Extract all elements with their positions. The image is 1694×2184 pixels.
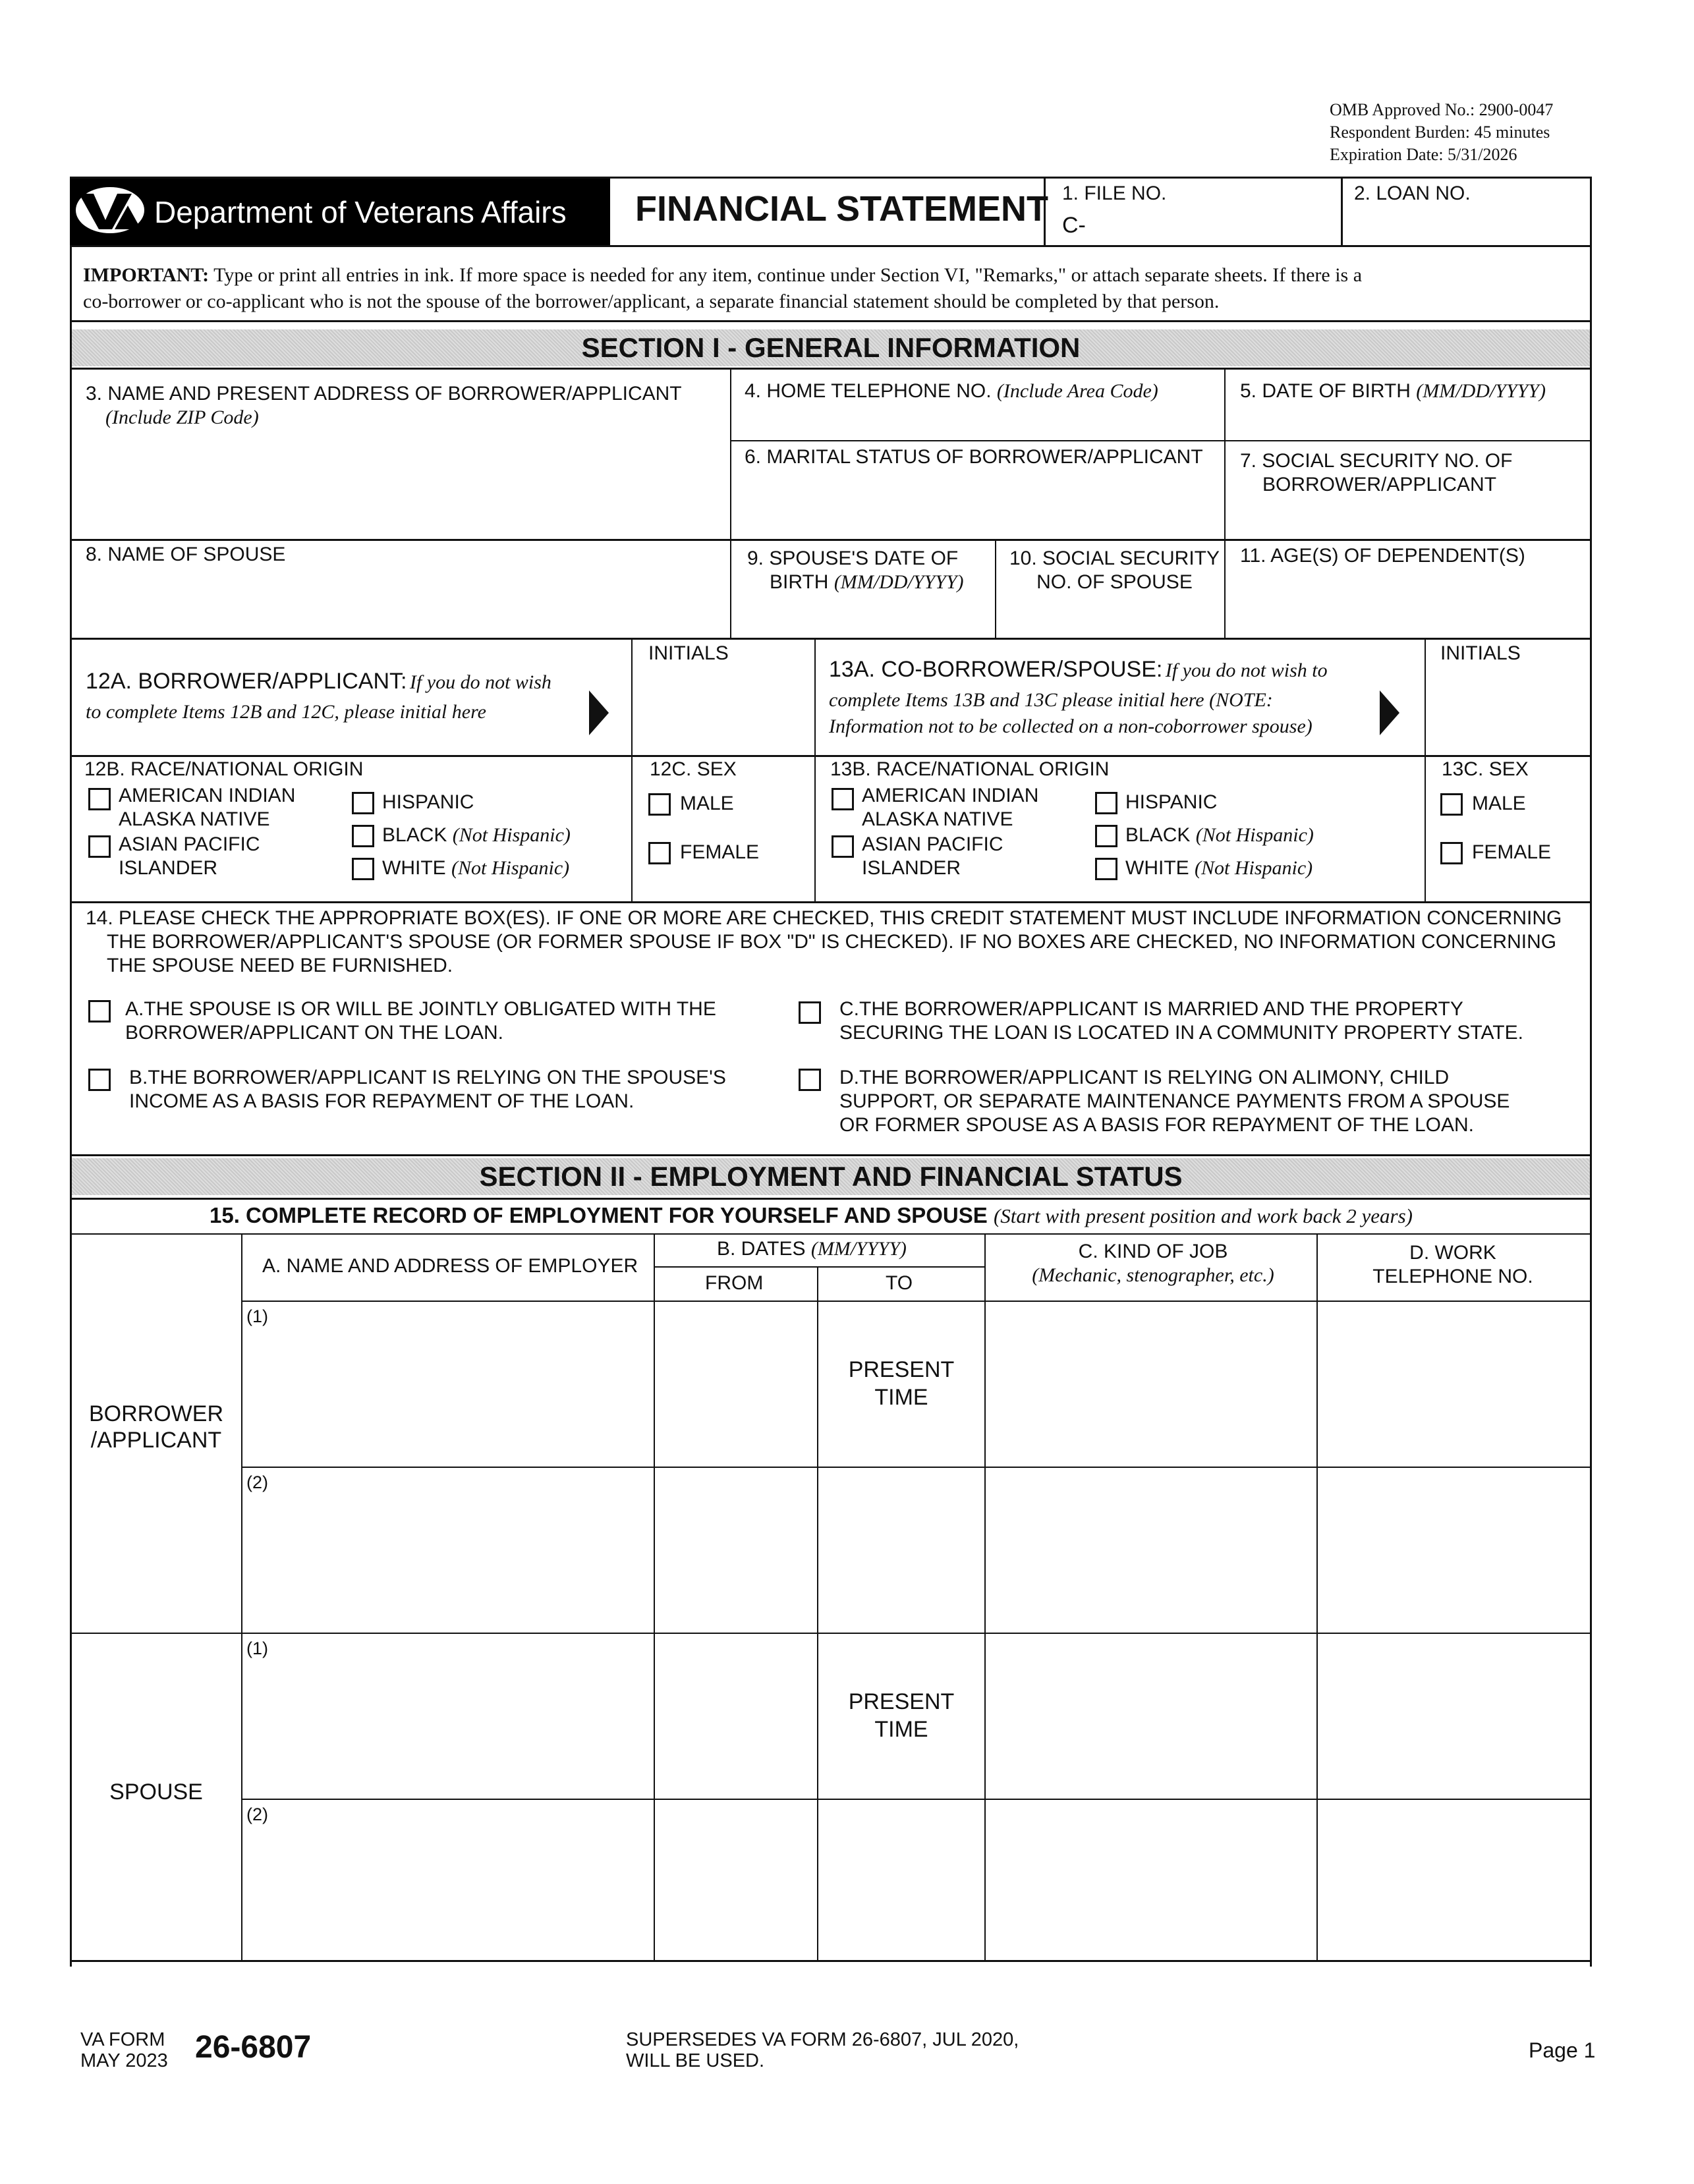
footer-va-form: VA FORM MAY 2023 <box>80 2029 168 2071</box>
f10-label: 10. SOCIAL SECURITY NO. OF SPOUSE <box>1009 547 1220 593</box>
important-line2: co-borrower or co-applicant who is not the spouse of the borrower/applicant, a separate financial statement should be completed by that person. <box>83 291 1220 312</box>
form-title: FINANCIAL STATEMENT <box>635 189 1048 229</box>
s-race-american-indian-checkbox[interactable] <box>832 788 854 810</box>
borrower-job-2-field[interactable] <box>987 1469 1314 1630</box>
file-no-label: 1. FILE NO. <box>1062 182 1167 204</box>
spouse-from-1-field[interactable] <box>656 1635 814 1796</box>
s-race-hispanic-checkbox[interactable] <box>1095 792 1117 814</box>
important-lead: IMPORTANT: <box>83 264 210 286</box>
col-from-header: FROM <box>705 1272 764 1294</box>
borrower-employer-2-field[interactable] <box>244 1490 651 1630</box>
f4-label: 4. HOME TELEPHONE NO. (Include Area Code) <box>745 380 1158 402</box>
s-race-american-indian-label: AMERICAN INDIAN ALASKA NATIVE <box>862 785 1039 830</box>
col-a-header: A. NAME AND ADDRESS OF EMPLOYER <box>262 1255 638 1277</box>
borrower-to-2-field[interactable] <box>820 1469 983 1630</box>
entry-number: (2) <box>246 1805 268 1824</box>
section1-title: SECTION I - GENERAL INFORMATION <box>72 329 1590 366</box>
section2-title: SECTION II - EMPLOYMENT AND FINANCIAL STATUS <box>72 1158 1590 1195</box>
option-b-checkbox[interactable] <box>88 1069 111 1091</box>
loan-no-field-label[interactable]: 2. LOAN NO. <box>1354 182 1471 204</box>
spouse-phone-2-field[interactable] <box>1319 1801 1588 1958</box>
borrower-employer-1-field[interactable] <box>244 1324 651 1464</box>
b-race-hispanic-label: HISPANIC <box>382 791 474 813</box>
spouse-to-2-field[interactable] <box>820 1801 983 1958</box>
omb-block <box>1330 99 1553 166</box>
arrow-right-icon <box>1380 690 1399 735</box>
coborrower-initials-field[interactable] <box>1428 668 1587 752</box>
footer-page-number: Page 1 <box>1529 2038 1596 2062</box>
marital-status-field[interactable] <box>733 474 1220 536</box>
option-b-label: B.THE BORROWER/APPLICANT IS RELYING ON THE SPOUSE'S INCOME AS A BASIS FOR REPAYMENT OF THE LOAN. <box>129 1067 726 1112</box>
s-sex-male-label: MALE <box>1472 793 1526 814</box>
date-of-birth-field[interactable] <box>1227 406 1588 437</box>
spouse-employer-1-field[interactable] <box>244 1656 651 1796</box>
s-sex-female-label: FEMALE <box>1472 841 1552 863</box>
file-no-field[interactable]: C- <box>1062 213 1086 238</box>
b-race-american-indian-checkbox[interactable] <box>88 788 111 810</box>
entry-number: (1) <box>246 1638 268 1658</box>
s-race-hispanic-label: HISPANIC <box>1125 791 1218 813</box>
spouse-name-field[interactable] <box>74 571 726 635</box>
initials-label-borrower: INITIALS <box>648 642 729 664</box>
b-race-american-indian-label: AMERICAN INDIAN ALASKA NATIVE <box>119 785 296 830</box>
f15-label: 15. COMPLETE RECORD OF EMPLOYMENT FOR YOURSELF AND SPOUSE (Start with present position and work back 2 years) <box>210 1203 1413 1227</box>
col-d-header: D. WORK TELEPHONE NO. <box>1372 1242 1533 1287</box>
col-b-header: B. DATES (MM/YYYY) <box>717 1238 907 1260</box>
s-race-black-label: BLACK (Not Hispanic) <box>1125 824 1314 846</box>
option-c-checkbox[interactable] <box>799 1001 821 1024</box>
f12a-label: 12A. BORROWER/APPLICANT: If you do not wish to complete Items 12B and 12C, please initial here <box>86 669 551 723</box>
va-logo <box>74 186 146 235</box>
option-a-checkbox[interactable] <box>88 1000 111 1022</box>
option-c-label: C.THE BORROWER/APPLICANT IS MARRIED AND THE PROPERTY SECURING THE LOAN IS LOCATED IN A COMMUNITY PROPERTY STATE. <box>839 998 1523 1044</box>
f7-label: 7. SOCIAL SECURITY NO. OF BORROWER/APPLICANT <box>1240 450 1513 495</box>
b-sex-female-checkbox[interactable] <box>648 842 671 864</box>
spouse-phone-1-field[interactable] <box>1319 1635 1588 1796</box>
borrower-job-1-field[interactable] <box>987 1303 1314 1464</box>
b-race-black-checkbox[interactable] <box>352 825 374 847</box>
entry-number: (1) <box>246 1306 268 1326</box>
f6-label: 6. MARITAL STATUS OF BORROWER/APPLICANT <box>745 446 1203 468</box>
borrower-phone-1-field[interactable] <box>1319 1303 1588 1464</box>
b-race-black-label: BLACK (Not Hispanic) <box>382 824 571 846</box>
f12b-label: 12B. RACE/NATIONAL ORIGIN <box>84 758 364 780</box>
f14-label: 14. PLEASE CHECK THE APPROPRIATE BOX(ES). IF ONE OR MORE ARE CHECKED, THIS CREDIT STATEMENT MUST INCLUDE INFORMATION CONCERNING THE BORROWER/APPLICANT'S SPOUSE (OR FORMER SPOUSE IF BOX "D" IS CHECKED). IF NO BOXES ARE CHECKED, NO INFORMATION CONCERNING THE SPOUSE NEED BE FURNISHED. <box>86 907 1562 976</box>
initials-label-coborrower: INITIALS <box>1440 642 1521 664</box>
footer-supersedes: SUPERSEDES VA FORM 26-6807, JUL 2020, WILL BE USED. <box>626 2029 1019 2071</box>
f9-label: 9. SPOUSE'S DATE OF BIRTH (MM/DD/YYYY) <box>747 547 964 593</box>
s-sex-male-checkbox[interactable] <box>1440 793 1463 816</box>
borrower-from-2-field[interactable] <box>656 1469 814 1630</box>
present-time-label: PRESENT TIME <box>848 1357 955 1410</box>
f5-label: 5. DATE OF BIRTH (MM/DD/YYYY) <box>1240 380 1546 402</box>
f11-label: 11. AGE(S) OF DEPENDENT(S) <box>1240 545 1525 567</box>
borrower-name-address-field[interactable] <box>74 435 726 534</box>
b-race-hispanic-checkbox[interactable] <box>352 792 374 814</box>
f13c-label: 13C. SEX <box>1442 758 1529 780</box>
b-sex-male-label: MALE <box>680 793 734 814</box>
important-note <box>83 262 1362 315</box>
borrower-from-1-field[interactable] <box>656 1303 814 1464</box>
s-race-white-label: WHITE (Not Hispanic) <box>1125 857 1313 879</box>
spouse-job-2-field[interactable] <box>987 1801 1314 1958</box>
important-line1: Type or print all entries in ink. If more space is needed for any item, continue under Section VI, "Remarks," or attach separate sheets. If there is a <box>213 264 1363 286</box>
spouse-from-2-field[interactable] <box>656 1801 814 1958</box>
b-race-asian-pacific-label: ASIAN PACIFIC ISLANDER <box>119 833 260 879</box>
b-race-asian-pacific-checkbox[interactable] <box>88 835 111 858</box>
respondent-burden: Respondent Burden: 45 minutes <box>1330 123 1550 142</box>
f13a-label: 13A. CO-BORROWER/SPOUSE: If you do not wish to complete Items 13B and 13C please initial here (NOTE: Information not to be collected on a non-coborrower spouse) <box>829 657 1328 737</box>
arrow-right-icon <box>589 690 609 735</box>
entry-number: (2) <box>246 1472 268 1492</box>
home-phone-field[interactable] <box>733 406 1220 437</box>
row-spouse-label: SPOUSE <box>109 1779 203 1805</box>
dependents-ages-field[interactable] <box>1227 573 1588 635</box>
expiration-date: Expiration Date: 5/31/2026 <box>1330 145 1517 164</box>
agency-banner <box>70 177 610 245</box>
f3-label: 3. NAME AND PRESENT ADDRESS OF BORROWER/APPLICANT (Include ZIP Code) <box>86 383 682 428</box>
spouse-employer-2-field[interactable] <box>244 1822 651 1958</box>
present-time-label: PRESENT TIME <box>848 1689 955 1742</box>
borrower-initials-field[interactable] <box>635 668 810 752</box>
ssn-borrower-field[interactable] <box>1227 501 1588 536</box>
s-race-white-checkbox[interactable] <box>1095 858 1117 880</box>
row-borrower-label: BORROWER /APPLICANT <box>89 1401 223 1453</box>
b-race-white-checkbox[interactable] <box>352 858 374 880</box>
agency-name: Department of Veterans Affairs <box>154 195 567 229</box>
f13b-label: 13B. RACE/NATIONAL ORIGIN <box>830 758 1110 780</box>
col-c-header: C. KIND OF JOB (Mechanic, stenographer, etc.) <box>1032 1241 1274 1286</box>
omb-approved: OMB Approved No.: 2900-0047 <box>1330 100 1554 119</box>
footer-form-number: 26-6807 <box>195 2030 312 2065</box>
option-d-checkbox[interactable] <box>799 1069 821 1091</box>
spouse-job-1-field[interactable] <box>987 1635 1314 1796</box>
col-to-header: TO <box>886 1272 913 1294</box>
b-sex-female-label: FEMALE <box>680 841 760 863</box>
s-sex-female-checkbox[interactable] <box>1440 842 1463 864</box>
f12c-label: 12C. SEX <box>650 758 737 780</box>
option-a-label: A.THE SPOUSE IS OR WILL BE JOINTLY OBLIGATED WITH THE BORROWER/APPLICANT ON THE LOAN. <box>125 998 716 1044</box>
s-race-asian-pacific-checkbox[interactable] <box>832 835 854 858</box>
f8-label: 8. NAME OF SPOUSE <box>86 544 286 565</box>
s-race-black-checkbox[interactable] <box>1095 825 1117 847</box>
borrower-phone-2-field[interactable] <box>1319 1469 1588 1630</box>
s-race-asian-pacific-label: ASIAN PACIFIC ISLANDER <box>862 833 1003 879</box>
va-seal-icon <box>74 186 146 235</box>
b-race-white-label: WHITE (Not Hispanic) <box>382 857 570 879</box>
b-sex-male-checkbox[interactable] <box>648 793 671 816</box>
option-d-label: D.THE BORROWER/APPLICANT IS RELYING ON ALIMONY, CHILD SUPPORT, OR SEPARATE MAINTENANCE PAYMENTS FROM A SPOUSE OR FORMER SPOUSE AS A BASIS FOR REPAYMENT OF THE LOAN. <box>839 1067 1510 1136</box>
